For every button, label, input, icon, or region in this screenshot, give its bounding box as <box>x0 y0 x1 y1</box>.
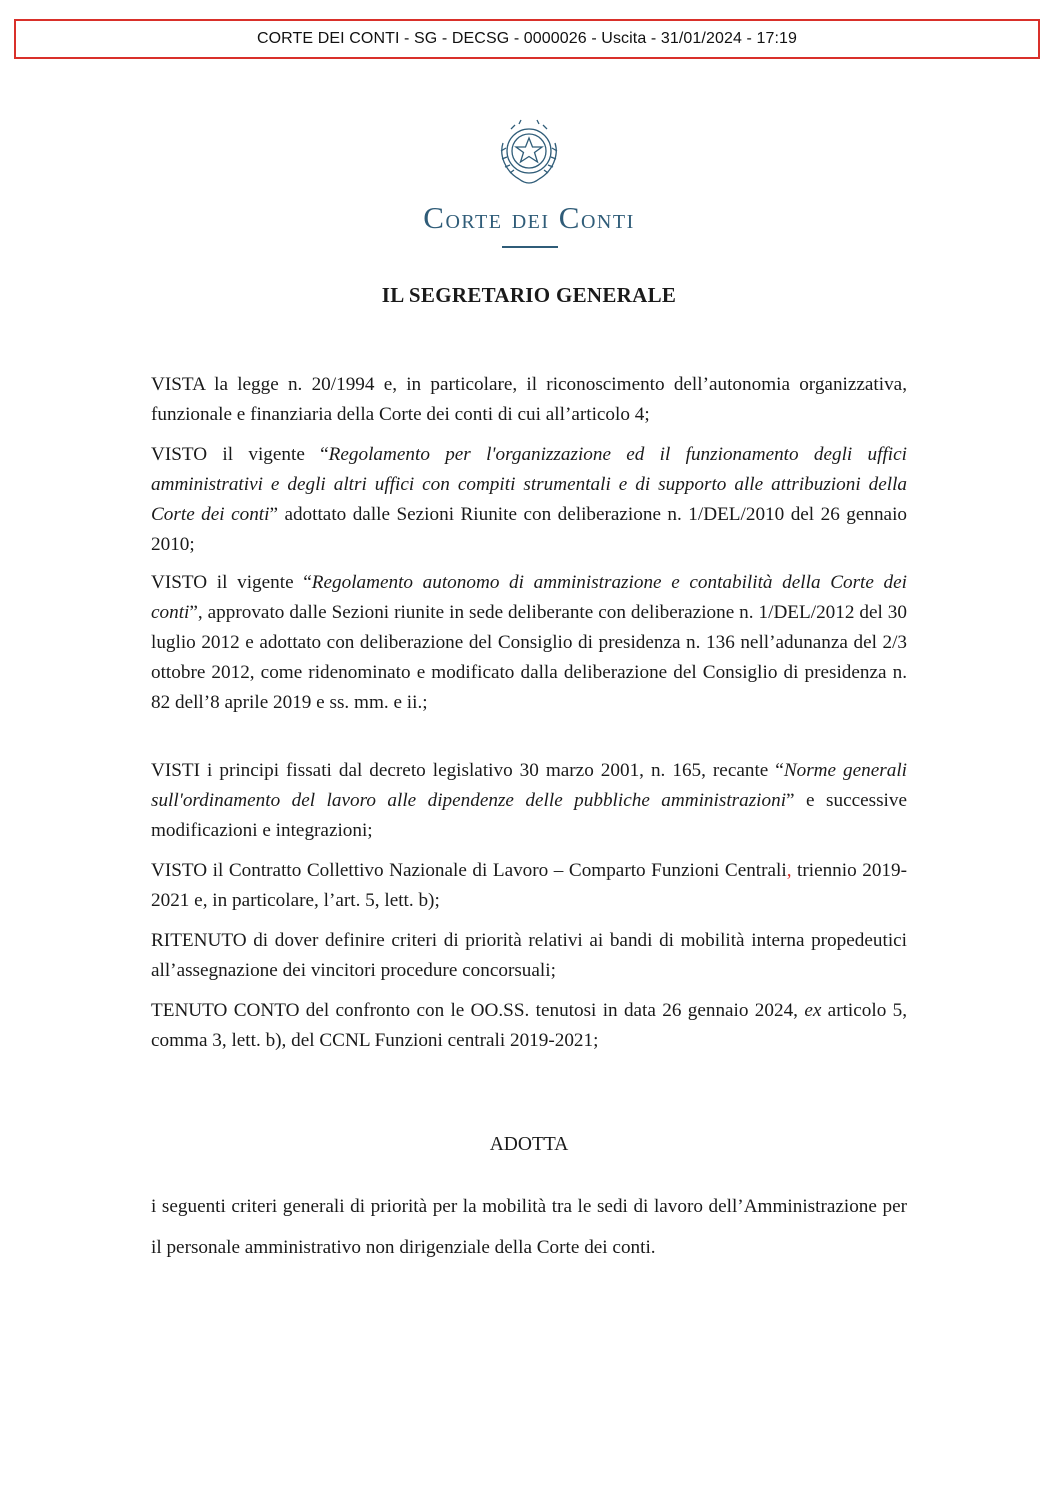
protocol-stamp <box>14 19 1040 59</box>
paragraph-visto-regolamento-uffici: VISTO il vigente “Regolamento per l'organizzazione ed il funzionamento degli uffici amministrativi e degli altri uffici con compiti strumentali e di supporto alle attribuzioni della Corte dei conti” adottato dalle Sezioni Riunite con deliberazione n. 1/DEL/2010 del 26 gennaio 2010; <box>151 444 907 555</box>
paragraph-tenuto-conto: TENUTO CONTO del confronto con le OO.SS. tenutosi in data 26 gennaio 2024, ex articolo 5, comma 3, lett. b), del CCNL Funzioni centrali 2019-2021; <box>151 1000 907 1051</box>
document-title: IL SEGRETARIO GENERALE <box>381 283 677 307</box>
final-paragraph: i seguenti criteri generali di priorità per la mobilità tra le sedi di lavoro dell’Amministrazione per il personale amministrativo non dirigenziale della Corte dei conti. <box>151 1196 907 1258</box>
brand-divider <box>502 246 558 248</box>
paragraph-vista-legge: VISTA la legge n. 20/1994 e, in particolare, il riconoscimento dell’autonomia organizzativa, funzionale e finanziaria della Corte dei conti di cui all’articolo 4; <box>151 374 907 425</box>
paragraph-visto-contratto: VISTO il Contratto Collettivo Nazionale di Lavoro – Comparto Funzioni Centrali, triennio 2019-2021 e, in particolare, l’art. 5, lett. b); <box>151 860 907 911</box>
paragraph-visti-principi: VISTI i principi fissati dal decreto legislativo 30 marzo 2001, n. 165, recante “Norme generali sull'ordinamento del lavoro alle dipendenze delle pubbliche amministrazioni” e successive modificazioni e integrazioni; <box>151 760 907 841</box>
adotta-heading: ADOTTA <box>489 1134 569 1155</box>
institution-brand: CORTE DEI CONTI <box>423 200 635 235</box>
protocol-stamp-text: CORTE DEI CONTI - SG - DECSG - 0000026 - Uscita - 31/01/2024 - 17:19 <box>256 30 798 47</box>
italian-republic-emblem-icon <box>489 113 569 193</box>
paragraph-ritenuto: RITENUTO di dover definire criteri di priorità relativi ai bandi di mobilità interna propedeutici all’assegnazione dei vincitori procedure concorsuali; <box>151 930 907 981</box>
paragraph-visto-regolamento-contabilita: VISTO il vigente “Regolamento autonomo di amministrazione e contabilità della Corte dei conti”, approvato dalle Sezioni riunite in sede deliberante con deliberazione n. 1/DEL/2012 del 30 luglio 2012 e adottato con deliberazione del Consiglio di presidenza n. 136 nell’adunanza del 2/3 ottobre 2012, come ridenominato e modificato dalla deliberazione del Consiglio di presidenza n. 82 dell’8 aprile 2019 e ss. mm. e ii.; <box>151 572 907 713</box>
